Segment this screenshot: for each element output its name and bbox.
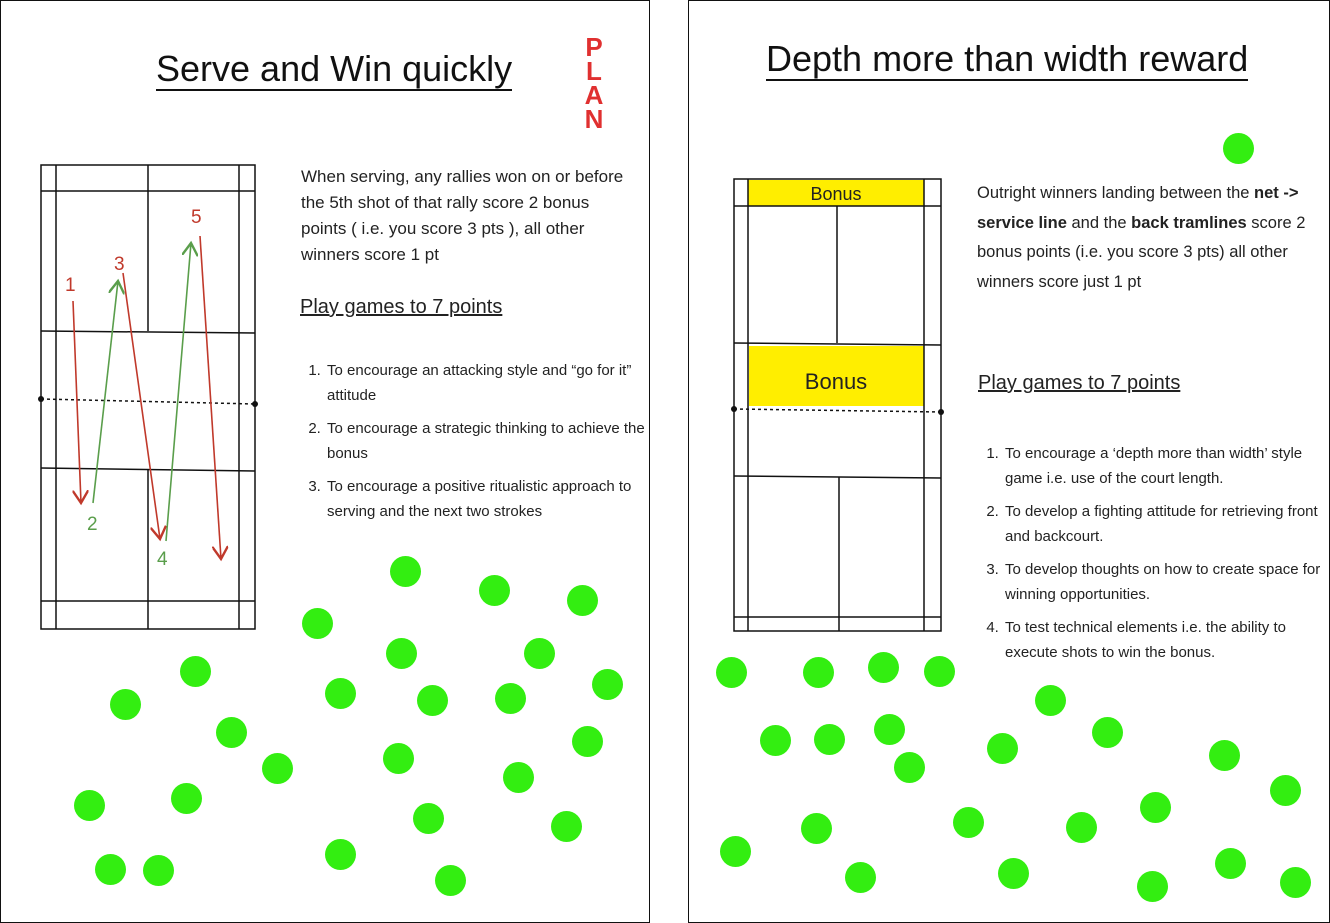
right-description <box>977 179 1307 297</box>
green-marker-dot <box>801 813 832 844</box>
green-marker-dot <box>143 855 174 886</box>
green-marker-dot <box>1209 740 1240 771</box>
shot-label-4: 4 <box>157 549 168 570</box>
green-marker-dot <box>95 854 126 885</box>
green-marker-dot <box>74 790 105 821</box>
objective-item: 1. To encourage a ‘depth more than width’ style game i.e. use of the court length. <box>1003 441 1323 491</box>
right-objectives <box>975 441 1323 673</box>
green-marker-dot <box>924 656 955 687</box>
left-subheading: Play games to 7 points <box>300 296 503 318</box>
left-drill-sheet <box>0 0 650 923</box>
green-marker-dot <box>171 783 202 814</box>
shot-label-1: 1 <box>65 275 76 296</box>
green-marker-dot <box>262 753 293 784</box>
green-marker-dot <box>874 714 905 745</box>
green-marker-dot <box>760 725 791 756</box>
green-marker-dot <box>987 733 1018 764</box>
objective-item: 2. To develop a fighting attitude for retrieving front and backcourt. <box>1003 499 1323 549</box>
net-line <box>734 409 941 412</box>
green-marker-dot <box>1066 812 1097 843</box>
green-marker-dot <box>1215 848 1246 879</box>
shot-label-5: 5 <box>191 207 202 228</box>
green-marker-dot <box>216 717 247 748</box>
green-marker-dot <box>998 858 1029 889</box>
shot-label-3: 3 <box>114 254 125 275</box>
right-subheading: Play games to 7 points <box>978 372 1181 394</box>
green-marker-dot <box>814 724 845 755</box>
shot-arrow-3 <box>123 273 160 539</box>
green-marker-dot <box>1092 717 1123 748</box>
green-marker-dot <box>720 836 751 867</box>
objective-item: 3. To develop thoughts on how to create space for winning opportunities. <box>1003 557 1323 607</box>
green-marker-dot <box>1140 792 1171 823</box>
green-marker-dot <box>572 726 603 757</box>
green-marker-dot <box>110 689 141 720</box>
green-marker-dot <box>845 862 876 893</box>
green-marker-dot <box>1280 867 1311 898</box>
desc-bold: net -> service line <box>977 184 1299 232</box>
desc-bold: back tramlines <box>1131 213 1247 232</box>
shot-label-2: 2 <box>87 514 98 535</box>
green-marker-dot <box>1137 871 1168 902</box>
green-marker-dot <box>180 656 211 687</box>
green-marker-dot <box>386 638 417 669</box>
green-marker-dot <box>383 743 414 774</box>
desc-text: Outright winners landing between the <box>977 184 1255 202</box>
objective-item: 1. To encourage an attacking style and “go for it” attitude <box>325 358 645 408</box>
green-marker-dot <box>302 608 333 639</box>
green-marker-dot <box>390 556 421 587</box>
green-marker-dot <box>325 839 356 870</box>
left-objectives <box>297 358 645 532</box>
shot-arrow-5 <box>200 236 221 559</box>
green-marker-dot <box>592 669 623 700</box>
objective-item: 2. To encourage a strategic thinking to achieve the bonus <box>325 416 645 466</box>
green-marker-dot <box>716 657 747 688</box>
right-title: Depth more than width reward <box>766 38 1249 79</box>
plan-logo: P L A N <box>584 32 604 134</box>
green-marker-dot <box>1223 133 1254 164</box>
green-marker-dot <box>567 585 598 616</box>
desc-text: and the <box>1066 213 1132 232</box>
left-description: When serving, any rallies won on or before the 5th shot of that rally score 2 bonus points ( i.e. you score 3 pts ), all other winners score 1 pt <box>301 167 624 264</box>
green-marker-dot <box>413 803 444 834</box>
net-line <box>41 399 255 404</box>
green-marker-dot <box>803 657 834 688</box>
objective-item: 4. To test technical elements i.e. the ability to execute shots to win the bonus. <box>1003 615 1323 665</box>
right-drill-sheet <box>688 0 1330 923</box>
green-marker-dot <box>479 575 510 606</box>
objective-item: 3. To encourage a positive ritualistic approach to serving and the next two strokes <box>325 474 645 524</box>
green-marker-dot <box>325 678 356 709</box>
green-marker-dot <box>551 811 582 842</box>
shot-arrow-4 <box>166 243 191 541</box>
green-marker-dot <box>495 683 526 714</box>
green-marker-dot <box>524 638 555 669</box>
desc-text: score 2 bonus points (i.e. you score 3 pts) all other winners score just 1 pt <box>977 213 1306 291</box>
left-title: Serve and Win quickly <box>156 48 513 89</box>
green-marker-dot <box>417 685 448 716</box>
green-marker-dot <box>1270 775 1301 806</box>
green-marker-dot <box>953 807 984 838</box>
bonus-label-front: Bonus <box>804 369 868 394</box>
green-marker-dot <box>868 652 899 683</box>
green-marker-dot <box>1035 685 1066 716</box>
bonus-label-back: Bonus <box>810 184 862 204</box>
green-marker-dot <box>894 752 925 783</box>
green-marker-dot <box>503 762 534 793</box>
green-marker-dot <box>435 865 466 896</box>
